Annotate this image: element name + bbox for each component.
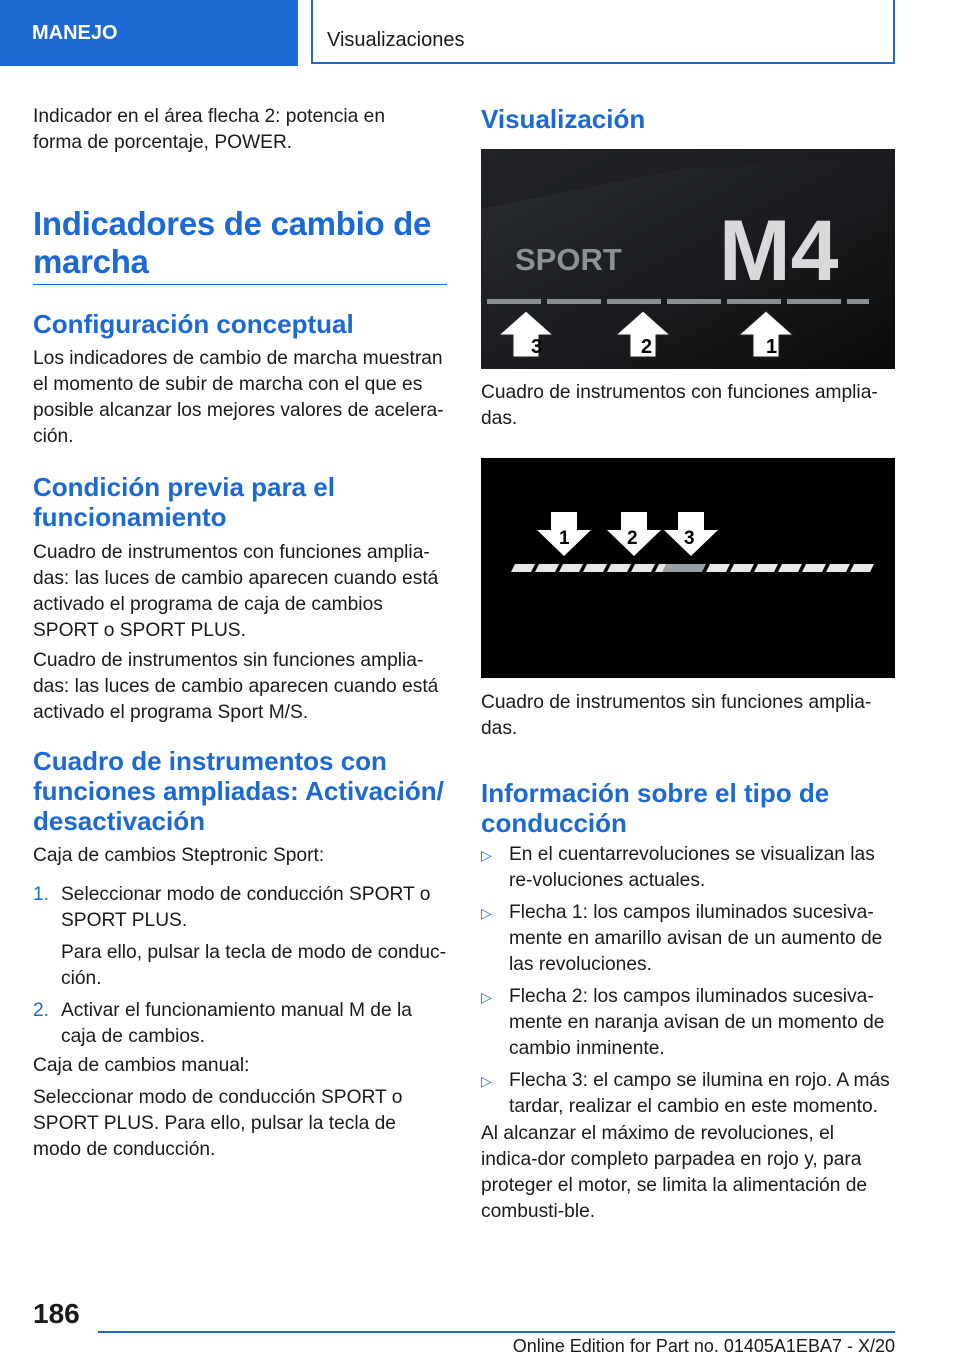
model-label: M4 [719, 203, 839, 299]
arrow-number: 3 [531, 336, 543, 358]
intro-paragraph: Indicador en el área flecha 2: potencia en forma de porcentaje, POWER. [33, 106, 386, 153]
caption-extended: Cuadro de instrumentos con funciones amplia-das. [481, 382, 878, 429]
arrow-down-icon [607, 512, 661, 556]
step-text: Seleccionar modo de conducción SPORT o SPORT PLUS. [61, 884, 431, 931]
section-heading-visualizacion: Visualización [481, 104, 646, 134]
triangle-bullet-icon: ▷ [481, 847, 492, 863]
arrow-number: 1 [766, 336, 778, 358]
list-item [33, 882, 447, 992]
arrow-number: 3 [684, 528, 695, 549]
condicion-text-2: Cuadro de instrumentos sin funciones amplia-das: las luces de cambio aparecen cuando está activado el programa Sport M/S. [33, 650, 439, 723]
bullet-text: Flecha 2: los campos iluminados sucesiva-mente en naranja avisan de un momento de cambio inminente. [509, 986, 885, 1059]
footer-edition: Online Edition for Part no. 01405A1EBA7 - X/20 [512, 1336, 895, 1356]
bullet-text: Flecha 1: los campos iluminados sucesiva-mente en amarillo avisan de un aumento de las revoluciones. [509, 902, 883, 975]
chapter-title: Visualizaciones [311, 0, 895, 64]
step-list [33, 882, 447, 1050]
configuracion-text: Los indicadores de cambio de marcha muestran el momento de subir de marcha con el que es posible alcanzar los mejores valores de acelera-ción. [33, 348, 444, 447]
list-item [481, 984, 895, 1062]
footer-divider [98, 1331, 895, 1333]
step-number: 1. [33, 884, 50, 905]
section-heading-informacion: Información sobre el tipo de conducción [481, 778, 830, 838]
step-text: Activar el funcionamiento manual M de la caja de cambios. [61, 1000, 412, 1047]
figure-basic-cluster [481, 458, 895, 678]
page-number: 186 [33, 1298, 80, 1329]
section-heading-configuracion: Configuración conceptual [33, 309, 354, 339]
list-item [33, 998, 447, 1050]
manual-label: Caja de cambios manual: [33, 1055, 250, 1076]
section-heading-condicion: Condición previa para el funcionamiento [33, 472, 335, 532]
section-tab: MANEJO [0, 0, 298, 66]
triangle-bullet-icon: ▷ [481, 989, 492, 1005]
extended-cluster-svg [481, 149, 895, 369]
arrow-number: 2 [627, 528, 638, 549]
page-title: Indicadores de cambio de marcha [33, 205, 432, 280]
manual-text: Seleccionar modo de conducción SPORT o SPORT PLUS. Para ello, pulsar la tecla de modo de conducción. [33, 1087, 403, 1160]
basic-cluster-svg [481, 458, 895, 678]
step-subtext: Para ello, pulsar la tecla de modo de conduc-ción. [61, 942, 447, 989]
title-divider [33, 284, 447, 285]
steptronic-label: Caja de cambios Steptronic Sport: [33, 845, 325, 866]
triangle-bullet-icon: ▷ [481, 905, 492, 921]
shift-light-bar [511, 564, 874, 572]
arrow-down-icon [664, 512, 718, 556]
triangle-bullet-icon: ▷ [481, 1073, 492, 1089]
figure-extended-cluster [481, 149, 895, 369]
list-item [481, 900, 895, 978]
bullet-text: En el cuentarrevoluciones se visualizan las re-voluciones actuales. [509, 844, 875, 891]
list-item [481, 1068, 895, 1120]
mode-label: SPORT [515, 242, 622, 277]
condicion-text-1: Cuadro de instrumentos con funciones amplia-das: las luces de cambio aparecen cuando está activado el programa de caja de cambios SPORT o SPORT PLUS. [33, 542, 439, 641]
arrow-down-icon [537, 512, 591, 556]
caption-basic: Cuadro de instrumentos sin funciones amplia-das. [481, 692, 872, 739]
arrow-number: 1 [559, 528, 570, 549]
bullet-list [481, 842, 895, 1120]
closing-paragraph: Al alcanzar el máximo de revoluciones, el indica-dor completo parpadea en rojo y, para proteger el motor, se limita la alimentación de combusti-ble. [481, 1123, 868, 1222]
list-item [481, 842, 895, 894]
section-heading-activacion: Cuadro de instrumentos con funciones ampliadas: Activación/ desactivación [33, 746, 444, 836]
bullet-text: Flecha 3: el campo se ilumina en rojo. A más tardar, realizar el cambio en este momento. [509, 1070, 890, 1117]
step-number: 2. [33, 1000, 50, 1021]
arrow-number: 2 [641, 336, 653, 358]
